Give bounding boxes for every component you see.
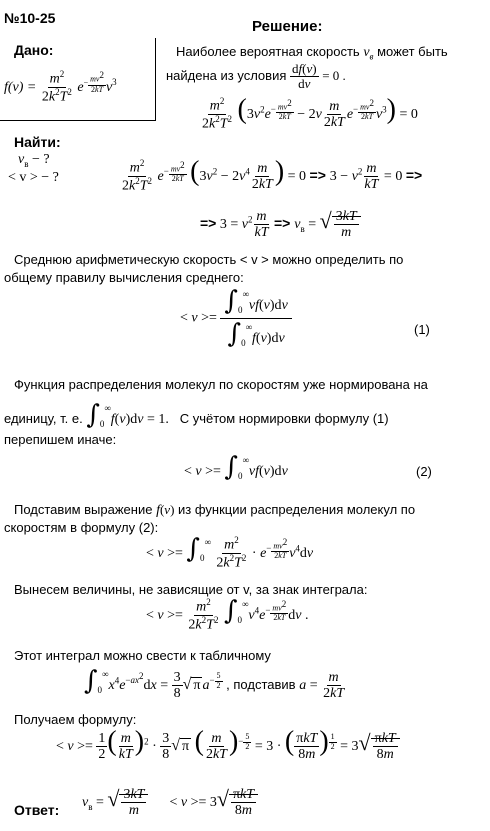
- p3-line1: Функция распределения молекул по скоростям уже нормирована на: [14, 377, 428, 392]
- eq-substitution: < $v >= \int_0^\infty$ $\frac{m^2}{2k^2T^2}$ · $e^{- \frac{mv^2}{2kT}}$ $v^4dv$: [146, 534, 314, 571]
- p2-line1: Среднюю арифметическую скорость < v > можно определить по: [14, 252, 404, 267]
- find-item-mean: < v > − ?: [8, 170, 59, 185]
- eq-derivative: $\frac{m^2}{2k^2T^2}$ ($3v^2e^{- \frac{mv^2}{2kT}}$ − 2v $\frac{m}{2kT}$ $e^{- \frac{mv^2}{2kT}}$ $v^3) = 0$: [202, 94, 418, 132]
- solution-title: Решение:: [252, 18, 323, 35]
- find-item-vb: $v_в$ − ?: [18, 152, 50, 169]
- eq-factored: < v >= $\frac{m^2}{2k^2T^2}$ $\int_0^\infty v^4e^{- \frac{mv^2}{2kT}}$ dv .: [146, 596, 309, 633]
- eq-simplify: $\frac{m^2}{2k^2T^2}$ $e^{- \frac{mv^2}{2kT}}$ ($3v^2 - 2v^4$ $\frac{m}{2kT}$ ) = $0 => 3 - v^2$ $\frac{m}{kT}$ = 0 =>: [122, 156, 423, 194]
- eq-2: < $v >= \int_0^\infty vf(v)dv$: [184, 452, 288, 482]
- answer-label: Ответ:: [14, 802, 60, 818]
- p3-line2: единицу, т. е. $\int_0^\infty f(v)dv = 1$. С учётом нормировки формулу (1): [4, 400, 389, 430]
- eq-1: < v >= $\frac{\int_0^\infty vf(v)dv}{\int_0^\infty f(v)dv}$: [180, 286, 292, 350]
- p4-line2: скоростям в формулу (2):: [4, 520, 159, 535]
- eq-2-number: (2): [416, 464, 432, 479]
- eq-1-number: (1): [414, 322, 430, 337]
- p6: Этот интеграл можно свести к табличному: [14, 648, 271, 663]
- p6-formula: $\int_0^\infty x^4e^{-ax^2}dx$ = $\frac{3}{8}$ √ π $a^{- \frac{5}{2}}$ , подставив a = $\frac{m}{2kT}$: [84, 666, 345, 702]
- given-title: Дано:: [14, 42, 54, 58]
- p5: Вынесем величины, не зависящие от v, за знак интеграла:: [14, 582, 368, 597]
- given-formula: f(v) = $\frac{m^2}{2k^2T^2}$ $e^{- \frac{mv^2}{2kT}}$ $v^3$: [4, 69, 117, 105]
- p4-line1: Подставим выражение f(v) из функции распределения молекул по: [14, 502, 416, 518]
- p7: Получаем формулу:: [14, 712, 137, 727]
- p1-line2: найдена из условия $\frac{df(v)}{dv}$ = 0 .: [166, 61, 346, 92]
- p3-line3: перепишем иначе:: [4, 432, 117, 447]
- p2-line2: общему правилу вычисления среднего:: [4, 270, 244, 285]
- p1-line1: Наиболее вероятная скорость $v_в$ может быть: [176, 44, 448, 62]
- problem-number: №10-25: [4, 10, 56, 26]
- answer-formulas: $v_в$ = √ $\frac{3kT}{m}$ < v >= 3√ $\frac{\text{πkT}}{8m}$: [82, 786, 258, 819]
- eq-mean-result: < v >= $\frac{1}{2}$ ( $\frac{m}{kT}$ )$^2$ · $\frac{3}{8}$ √ π ( $\frac{m}{2kT}$ )$^{- \frac{5}{2}}$ = 3 · ( $\frac{\text{πkT}}{8m}$ ) $^{\frac{1}{2}}$ = 3√ $\frac{\text{πkT}}{8m}$: [56, 728, 400, 763]
- eq-vb-result: => $3 = v^2$ $\frac{m}{kT}$ => $v_в$ = √ $\frac{3kT}{m}$: [200, 208, 361, 241]
- find-title: Найти:: [14, 134, 61, 150]
